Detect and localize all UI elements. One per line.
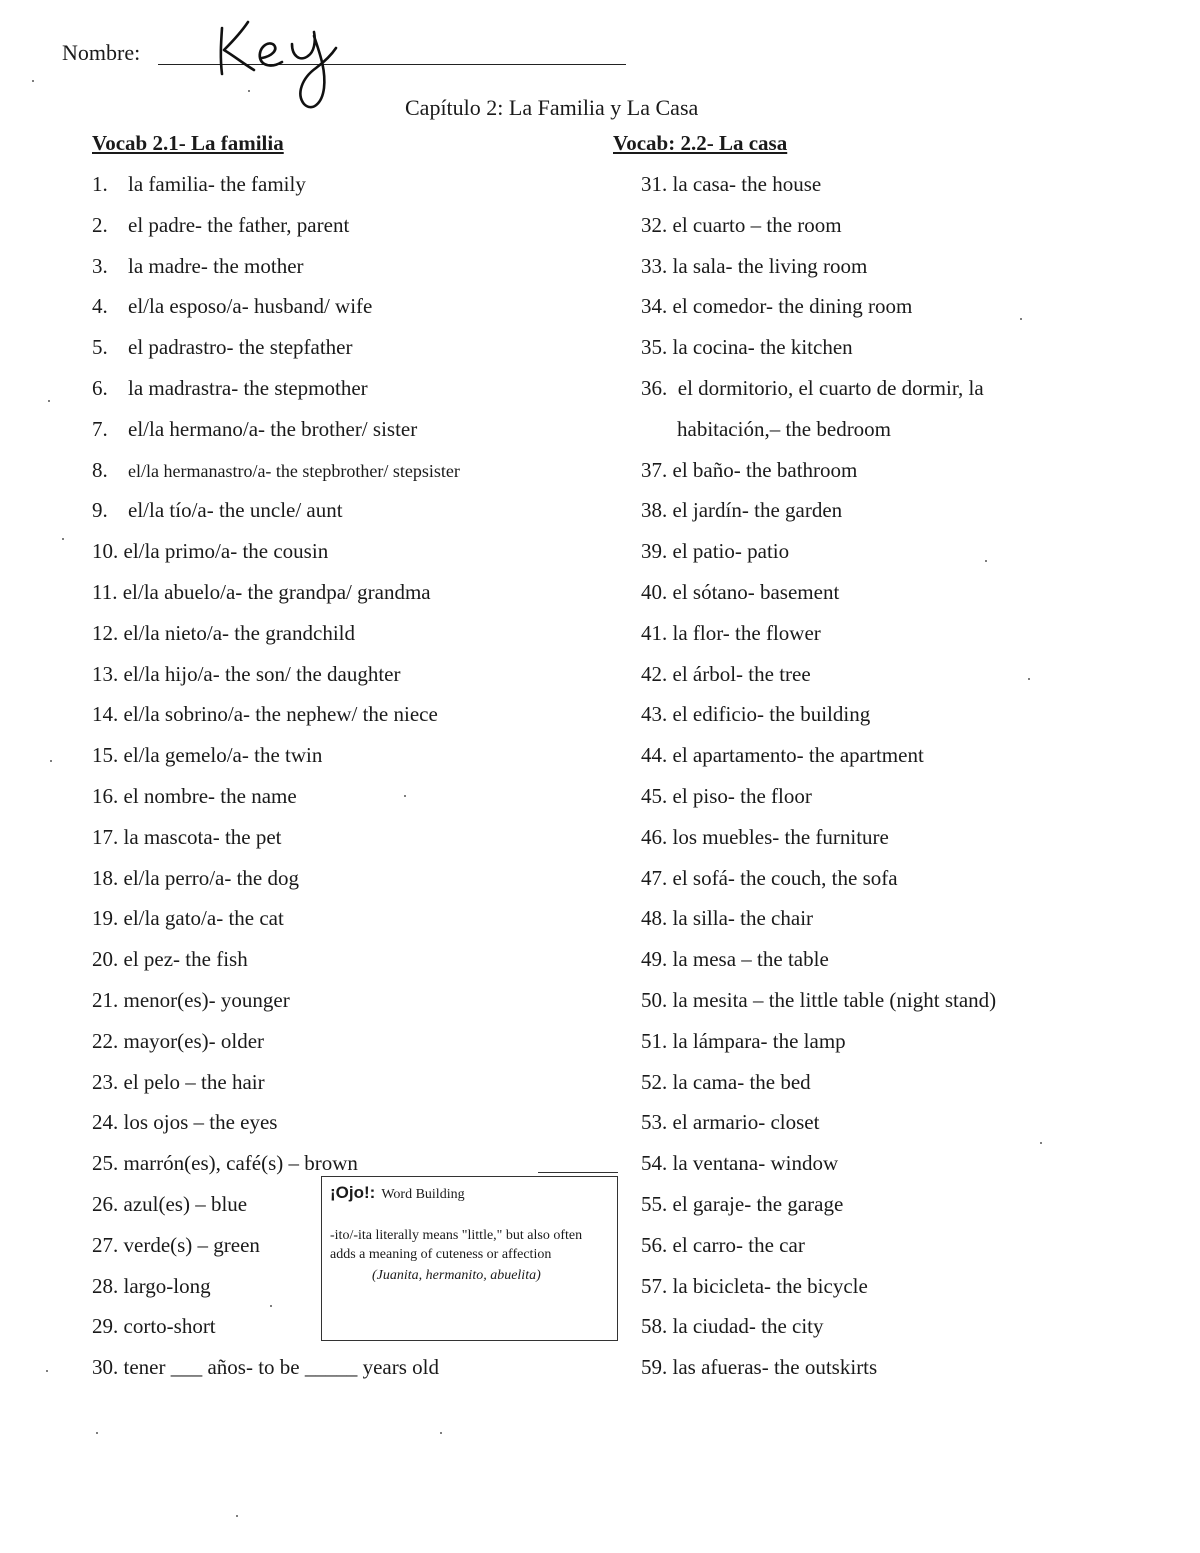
item-number: 49. — [641, 947, 668, 972]
item-number: 30. — [92, 1355, 119, 1380]
item-text: la casa- the house — [672, 172, 822, 196]
vocab-item — [92, 170, 460, 211]
item-text: la ciudad- the city — [672, 1314, 824, 1339]
item-text: el dormitorio, el cuarto de dormir, la — [677, 375, 984, 400]
item-number: 37. — [641, 457, 668, 482]
item-number: 58. — [641, 1314, 668, 1339]
item-number: 5. — [92, 335, 108, 360]
item-number: 34. — [641, 294, 668, 319]
vocab-item — [641, 823, 996, 864]
vocab-item — [641, 252, 996, 293]
vocab-item — [92, 1108, 460, 1149]
vocab-item — [92, 415, 460, 456]
vocab-item — [641, 700, 996, 741]
casa-vocab-list — [641, 170, 996, 1394]
vocab-item — [641, 864, 996, 905]
item-number: 53. — [641, 1110, 668, 1135]
item-text: corto-short — [123, 1314, 216, 1339]
vocab-item — [92, 211, 460, 252]
item-text: los muebles- the furniture — [672, 824, 889, 849]
vocab-item — [92, 333, 460, 374]
vocab-item — [641, 1068, 996, 1109]
item-text: la madre- the mother — [128, 253, 304, 278]
item-text: azul(es) – blue — [123, 1191, 248, 1216]
item-text: la mesita – the little table (night stand) — [672, 987, 997, 1012]
item-number: 21. — [92, 987, 119, 1012]
scan-speck — [236, 1515, 238, 1517]
scan-speck — [1020, 318, 1022, 320]
scan-speck — [50, 760, 52, 762]
vocab-item — [641, 170, 996, 211]
item-text: la sala- the living room — [672, 253, 868, 278]
item-text: la cocina- the kitchen — [672, 335, 853, 360]
item-text: el/la esposo/a- husband/ wife — [128, 294, 373, 319]
vocab-item — [641, 1149, 996, 1190]
item-text: el pez- the fish — [123, 947, 248, 972]
item-number: 7. — [92, 416, 108, 441]
scan-speck — [270, 1305, 272, 1307]
vocab-item — [92, 374, 460, 415]
item-text: el/la hijo/a- the son/ the daughter — [123, 661, 401, 686]
page-title: Capítulo 2: La Familia y La Casa — [405, 95, 699, 120]
vocab-item-continuation: habitación,– the bedroom — [677, 416, 892, 441]
item-text: el carro- the car — [672, 1232, 805, 1257]
item-number: 59. — [641, 1355, 668, 1380]
item-text: el jardín- the garden — [672, 498, 843, 523]
item-text: el cuarto – the room — [672, 212, 842, 237]
item-number: 13. — [92, 661, 119, 686]
item-text: la lámpara- the lamp — [672, 1028, 846, 1053]
item-text: los ojos – the eyes — [123, 1110, 278, 1135]
item-number: 11. — [92, 579, 118, 604]
item-number: 52. — [641, 1069, 668, 1094]
item-number: 39. — [641, 539, 668, 564]
item-number: 24. — [92, 1110, 119, 1135]
item-text: la madrastra- the stepmother — [128, 375, 368, 400]
item-number: 47. — [641, 865, 668, 890]
item-number: 6. — [92, 375, 108, 400]
name-label: Nombre: — [62, 40, 141, 65]
item-text: el pelo – the hair — [123, 1069, 265, 1094]
item-text: el/la nieto/a- the grandchild — [123, 620, 355, 645]
item-number: 17. — [92, 824, 119, 849]
vocab-item — [641, 1353, 996, 1394]
item-number: 40. — [641, 579, 668, 604]
vocab-item — [641, 1108, 996, 1149]
vocab-item — [92, 1027, 460, 1068]
item-number: 20. — [92, 947, 119, 972]
scan-speck — [1028, 678, 1030, 680]
item-number: 25. — [92, 1151, 119, 1176]
vocab-item — [641, 211, 996, 252]
scan-speck — [404, 795, 406, 797]
vocab-item — [92, 578, 460, 619]
item-number: 55. — [641, 1191, 668, 1216]
vocab-item — [92, 292, 460, 333]
item-number: 12. — [92, 620, 119, 645]
item-text: el piso- the floor — [672, 783, 812, 808]
heading-familia: Vocab 2.1- La familia — [92, 131, 284, 155]
ojo-subtitle: Word Building — [381, 1187, 465, 1202]
item-number: 22. — [92, 1028, 119, 1053]
item-text: el patio- patio — [672, 539, 790, 564]
item-number: 26. — [92, 1191, 119, 1216]
item-text: el nombre- the name — [123, 783, 297, 808]
item-text: la mascota- the pet — [123, 824, 282, 849]
item-text: el/la primo/a- the cousin — [123, 539, 329, 564]
item-number: 9. — [92, 498, 108, 523]
ojo-word-building-box — [321, 1176, 618, 1341]
item-number: 50. — [641, 987, 668, 1012]
item-text: el apartamento- the apartment — [672, 743, 924, 768]
item-number: 51. — [641, 1028, 668, 1053]
item-text: el/la hermanastro/a- the stepbrother/ stepsister — [128, 460, 460, 481]
item-number: 19. — [92, 906, 119, 931]
scan-speck — [48, 400, 50, 402]
item-number: 38. — [641, 498, 668, 523]
vocab-item — [641, 1027, 996, 1068]
scan-speck — [46, 1370, 48, 1372]
vocab-item — [641, 578, 996, 619]
vocab-item — [641, 904, 996, 945]
vocab-item — [641, 496, 996, 537]
item-number: 10. — [92, 539, 119, 564]
item-text: el baño- the bathroom — [672, 457, 858, 482]
item-number: 45. — [641, 783, 668, 808]
item-number: 2. — [92, 212, 108, 237]
vocab-item — [92, 1353, 460, 1394]
item-number: 18. — [92, 865, 119, 890]
item-text: menor(es)- younger — [123, 987, 290, 1012]
item-text: la flor- the flower — [672, 620, 821, 645]
heading-casa: Vocab: 2.2- La casa — [613, 131, 788, 155]
item-number: 14. — [92, 702, 119, 727]
item-number: 8. — [92, 457, 108, 482]
item-number: 54. — [641, 1151, 668, 1176]
item-text: verde(s) – green — [123, 1232, 260, 1257]
vocab-item — [641, 619, 996, 660]
item-text: el sofá- the couch, the sofa — [672, 865, 898, 890]
item-text: el/la tío/a- the uncle/ aunt — [128, 498, 343, 523]
item-text: el padre- the father, parent — [128, 212, 350, 237]
item-number: 27. — [92, 1232, 119, 1257]
vocab-item — [92, 1068, 460, 1109]
item-text: la silla- the chair — [672, 906, 814, 931]
vocab-item — [641, 1312, 996, 1353]
item-text: las afueras- the outskirts — [672, 1355, 878, 1380]
vocab-item — [92, 252, 460, 293]
item-number: 43. — [641, 702, 668, 727]
vocab-item — [641, 782, 996, 823]
vocab-item — [641, 333, 996, 374]
item-text: la familia- the family — [128, 172, 306, 196]
item-text: el/la sobrino/a- the nephew/ the niece — [123, 702, 438, 727]
scan-speck — [248, 90, 250, 92]
item-number: 46. — [641, 824, 668, 849]
item-text: el edificio- the building — [672, 702, 871, 727]
item-text: el sótano- basement — [672, 579, 840, 604]
item-number: 41. — [641, 620, 668, 645]
vocab-item — [641, 1272, 996, 1313]
item-number: 48. — [641, 906, 668, 931]
item-number: 23. — [92, 1069, 119, 1094]
item-text: tener ___ años- to be _____ years old — [123, 1355, 440, 1380]
vocab-item — [641, 986, 996, 1027]
item-number: 56. — [641, 1232, 668, 1257]
ojo-examples: (Juanita, hermanito, abuelita) — [372, 1268, 541, 1283]
vocab-item — [92, 945, 460, 986]
vocab-item — [92, 741, 460, 782]
item-text: el armario- closet — [672, 1110, 820, 1135]
vocab-item — [641, 1231, 996, 1272]
vocab-item — [92, 986, 460, 1027]
item-text: el árbol- the tree — [672, 661, 811, 686]
item-number: 32. — [641, 212, 668, 237]
item-text: el padrastro- the stepfather — [128, 335, 353, 360]
item-text: marrón(es), café(s) – brown — [123, 1151, 358, 1176]
item-number: 36. — [641, 375, 668, 400]
vocab-item — [641, 456, 996, 497]
vocab-item — [641, 292, 996, 333]
vocab-item — [92, 904, 460, 945]
scan-speck — [62, 538, 64, 540]
ojo-body: -ito/-ita literally means "little," but also often adds a meaning of cuteness or affection — [330, 1228, 583, 1262]
item-text: largo-long — [123, 1273, 211, 1298]
item-number: 1. — [92, 172, 108, 196]
item-text: la ventana- window — [672, 1151, 839, 1176]
item-number: 4. — [92, 294, 108, 319]
vocab-item — [92, 700, 460, 741]
item-text: el garaje- the garage — [672, 1191, 844, 1216]
item-number: 44. — [641, 743, 668, 768]
item-number: 33. — [641, 253, 668, 278]
vocab-item — [92, 537, 460, 578]
item-number: 16. — [92, 783, 119, 808]
scan-speck — [96, 1432, 98, 1434]
item-text: el/la hermano/a- the brother/ sister — [128, 416, 418, 441]
item-number: 29. — [92, 1314, 119, 1339]
item-text: el comedor- the dining room — [672, 294, 913, 319]
item-number: 15. — [92, 743, 119, 768]
vocab-item — [641, 1190, 996, 1231]
item-text: el/la abuelo/a- the grandpa/ grandma — [122, 579, 431, 604]
item-text: la bicicleta- the bicycle — [672, 1273, 868, 1298]
vocab-item — [92, 864, 460, 905]
vocab-item — [641, 741, 996, 782]
item-number: 31. — [641, 172, 668, 196]
vocab-item — [641, 537, 996, 578]
item-number: 42. — [641, 661, 668, 686]
scan-speck — [440, 1432, 442, 1434]
item-number: 28. — [92, 1273, 119, 1298]
vocab-item — [92, 619, 460, 660]
vocab-item — [641, 374, 996, 415]
ojo-box-top-rule — [538, 1172, 618, 1173]
vocab-item — [92, 456, 460, 497]
item-number: 35. — [641, 335, 668, 360]
item-text: mayor(es)- older — [123, 1028, 265, 1053]
item-number: 3. — [92, 253, 108, 278]
vocab-item — [92, 782, 460, 823]
vocab-item — [92, 496, 460, 537]
scan-speck — [1040, 1142, 1042, 1144]
scan-speck — [32, 80, 34, 82]
item-text: el/la gato/a- the cat — [123, 906, 284, 931]
item-number: 57. — [641, 1273, 668, 1298]
item-text: el/la perro/a- the dog — [123, 865, 300, 890]
handwritten-name-key — [196, 8, 366, 118]
vocab-item — [641, 660, 996, 701]
vocab-item — [92, 660, 460, 701]
item-text: la mesa – the table — [672, 947, 829, 972]
scan-speck — [985, 560, 987, 562]
item-text: la cama- the bed — [672, 1069, 811, 1094]
ojo-title: ¡Ojo!: — [330, 1183, 376, 1202]
vocab-item — [641, 945, 996, 986]
vocab-item — [92, 823, 460, 864]
item-text: el/la gemelo/a- the twin — [123, 743, 323, 768]
